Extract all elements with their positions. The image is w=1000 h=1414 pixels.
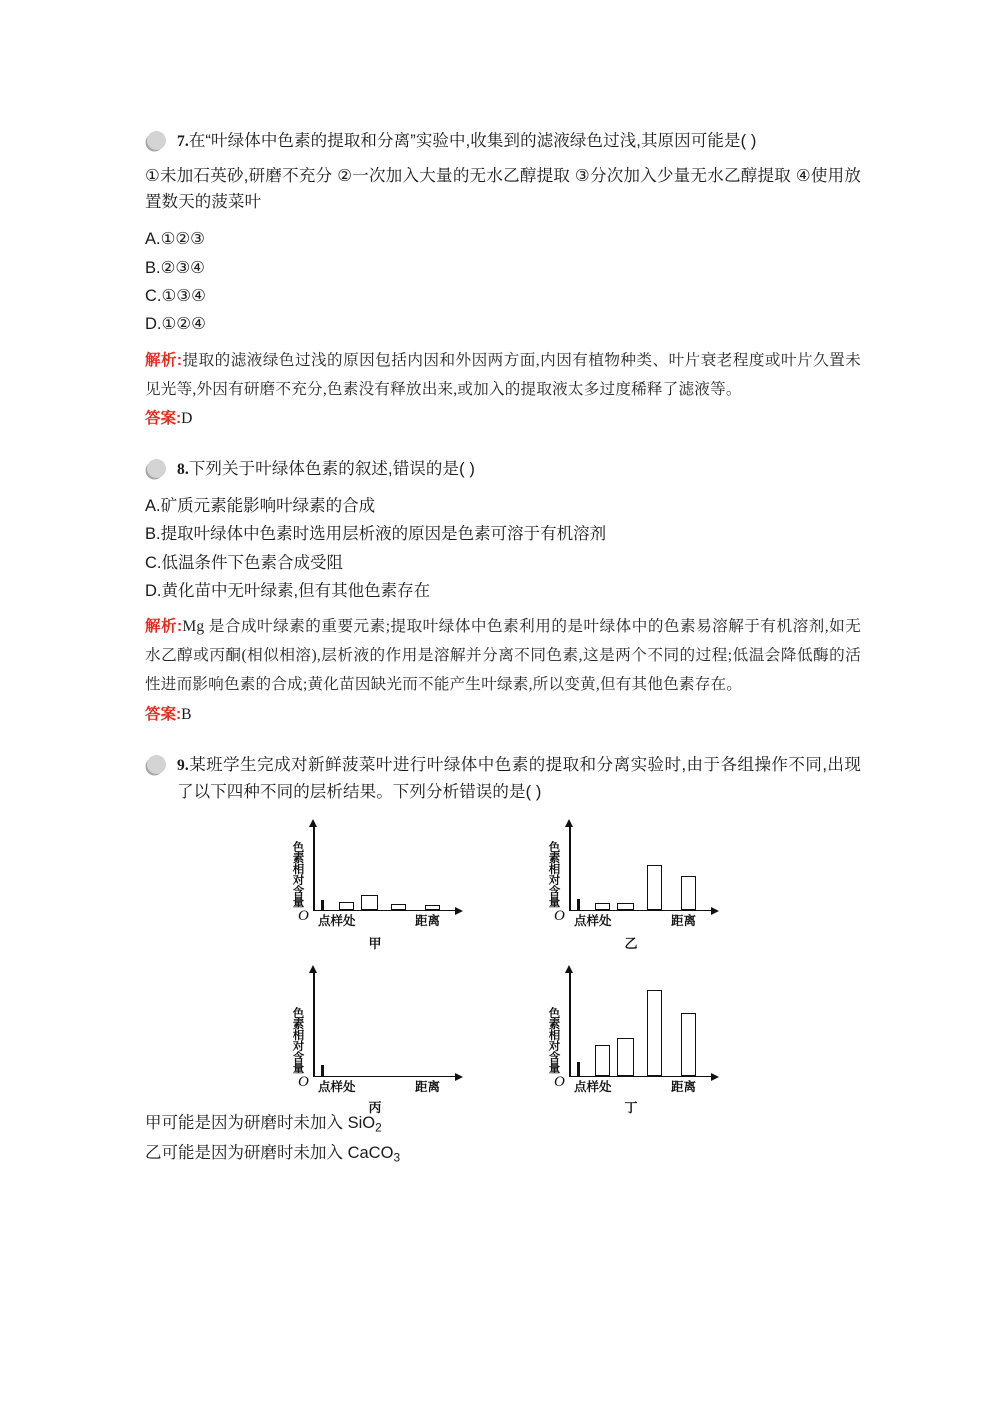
chart-bar [425,905,440,909]
question-7 [145,128,861,434]
figure-caption-bing: 丙 [368,1100,382,1116]
figure-jia [269,821,481,952]
question-7-statements: ①未加石英砂,研磨不充分 ②一次加入大量的无水乙醇提取 ③分次加入少量无水乙醇提取 ④使用放置数天的菠菜叶 [145,166,861,212]
figure-bing [269,967,481,1116]
chart-bar [321,900,324,910]
question-9-number: 9. [177,756,189,774]
y-axis [569,827,571,911]
y-axis [313,827,315,911]
y-axis-arrow-icon [309,819,317,827]
chart-bar [361,895,378,909]
y-axis-label: 色素相对含量 [291,841,304,908]
question-9-stem-text: 某班学生完成对新鲜菠菜叶进行叶绿体中色素的提取和分离实验时,由于各组操作不同,出现了以下四种不同的层析结果。下列分析错误的是( ) [177,755,861,801]
question-9 [145,752,861,1168]
y-axis-label: 色素相对含量 [291,1007,304,1074]
x-axis-start-label: 点样处 [318,914,356,929]
y-axis-arrow-icon [565,819,573,827]
chart-bar [647,990,662,1076]
chart-ding [525,967,737,1095]
y-axis-arrow-icon [309,965,317,973]
question-7-number: 7. [177,133,189,150]
origin-label: O [298,1074,309,1091]
question-8-stem [145,456,861,483]
explanation-label: 解析: [145,351,183,369]
x-axis-start-label: 点样处 [574,1080,612,1095]
chart-bar [647,865,662,909]
chart-bar [595,1045,610,1075]
question-8-number: 8. [177,461,189,479]
origin-label: O [298,908,309,925]
question-8-stem-text: 下列关于叶绿体色素的叙述,错误的是( ) [188,460,475,479]
answer-text: D [181,410,193,428]
origin-label: O [554,1074,565,1091]
question-8-options [145,492,861,606]
answer-text: B [181,705,192,723]
explanation-text: 提取的滤液绿色过浅的原因包括内因和外因两方面,内因有植物种类、叶片衰老程度或叶片久置未见光等,外因有研磨不充分,色素没有释放出来,或加入的提取液太多过度稀释了滤液等。 [145,351,862,398]
question-9-options [145,1109,861,1168]
figure-yi [525,821,737,952]
answer-label: 答案: [145,410,182,428]
chart-bar [339,902,354,910]
option-d[interactable]: D.黄化苗中无叶绿素,但有其他色素存在 [145,582,431,601]
x-axis-end-label: 距离 [671,1080,697,1095]
chart-bar [617,903,634,910]
y-axis-arrow-icon [565,965,573,973]
y-axis [313,973,315,1077]
question-7-answer [145,405,861,434]
option-b[interactable]: B.提取叶绿体中色素时选用层析液的原因是色素可溶于有机溶剂 [145,525,607,544]
chart-bar [681,1013,696,1076]
x-axis-arrow-icon [711,907,719,915]
answer-label: 答案: [145,705,182,723]
x-axis-start-label: 点样处 [574,914,612,929]
question-bullet-icon [147,131,166,150]
question-7-stem-text: 在“叶绿体中色素的提取和分离”实验中,收集到的滤液绿色过浅,其原因可能是( ) [188,132,757,150]
chart-bar [577,899,580,910]
option-b-text: 乙可能是因为研磨时未加入 CaCO [145,1143,394,1162]
y-axis-label: 色素相对含量 [547,841,560,908]
option-a-text: 甲可能是因为研磨时未加入 SiO [145,1114,376,1133]
option-a[interactable]: A.矿质元素能影响叶绿素的合成 [145,496,376,515]
option-b[interactable] [145,1139,861,1168]
figure-row-bottom [145,967,861,1116]
x-axis-arrow-icon [455,1073,463,1081]
chart-bar [391,904,406,910]
question-bullet-icon [147,459,166,478]
option-b[interactable]: B.②③④ [145,258,205,277]
figure-caption-ding: 丁 [624,1100,638,1116]
x-axis-arrow-icon [711,1073,719,1081]
question-8-explanation [145,613,861,700]
option-c[interactable]: C.①③④ [145,286,206,305]
figure-ding [525,967,737,1116]
figure-caption-jia: 甲 [368,936,382,952]
explanation-label: 解析: [145,618,183,636]
chart-bar [595,903,610,910]
question-7-stem [145,128,861,155]
chart-bing [269,967,481,1095]
question-7-explanation [145,347,861,405]
x-axis-end-label: 距离 [671,914,697,929]
x-axis-end-label: 距离 [415,914,441,929]
chromatography-figures [145,821,861,1116]
question-8-answer [145,701,861,730]
option-d[interactable]: D.①②④ [145,315,206,334]
question-8 [145,456,861,730]
question-7-options [145,225,861,339]
y-axis-label: 色素相对含量 [547,1007,560,1074]
page-content [145,128,861,1168]
chart-bar [321,1065,324,1076]
spacer [145,434,861,456]
spacer [145,925,861,967]
chart-bar [577,1062,580,1076]
x-axis-start-label: 点样处 [318,1080,356,1095]
figure-caption-yi: 乙 [624,936,638,952]
figure-row-top [145,821,861,952]
explanation-text: Mg 是合成叶绿素的重要元素;提取叶绿体中色素利用的是叶绿体中的色素易溶解于有机溶剂,如无水乙醇或丙酮(相似相溶),层析液的作用是溶解并分离不同色素,这是两个不同的过程;低温会降低酶的活性进而影响色素的合成;黄化苗因缺光而不能产生叶绿素,所以变黄,但有其他色素存在。 [145,618,861,694]
chart-bar [681,876,696,909]
spacer [145,730,861,752]
question-9-stem [145,752,861,805]
option-a[interactable] [145,1109,861,1138]
x-axis-end-label: 距离 [415,1080,441,1095]
option-a[interactable]: A.①②③ [145,230,205,249]
chart-bar [617,1038,634,1075]
x-axis-arrow-icon [455,907,463,915]
option-a-subscript: 2 [375,1120,382,1135]
option-c[interactable]: C.低温条件下色素合成受阻 [145,553,343,572]
chart-jia [269,821,481,929]
option-b-subscript: 3 [393,1149,401,1164]
origin-label: O [554,908,565,925]
chart-yi [525,821,737,929]
question-bullet-icon [147,755,166,774]
y-axis [569,973,571,1077]
